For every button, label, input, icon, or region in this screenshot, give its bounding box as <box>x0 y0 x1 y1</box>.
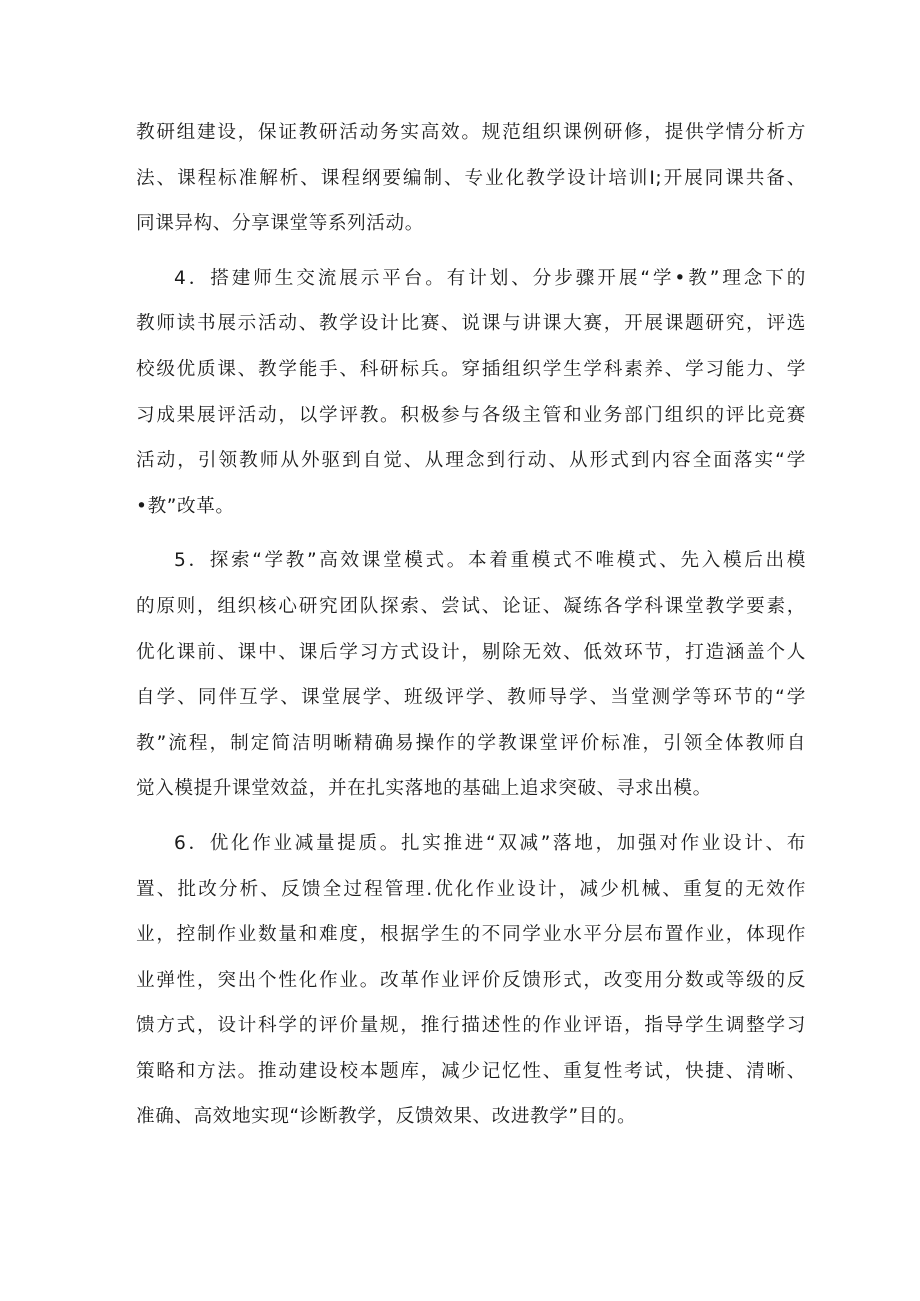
document-body <box>136 110 806 1140</box>
text-line: 馈方式，设计科学的评价量规，推行描述性的作业评语，指导学生调整学习 <box>136 1015 806 1037</box>
text-line: 习成果展评活动，以学评教。积极参与各级主管和业务部门组织的评比竞赛 <box>136 404 806 426</box>
text-line: 同课异构、分享课堂等系列活动。 <box>136 213 424 235</box>
paragraph-item-6 <box>136 821 806 1140</box>
text-line: 4．搭建师生交流展示平台。有计划、分步骤开展“学•教”理念下的 <box>174 267 806 289</box>
text-line: •教”改革。 <box>136 495 235 517</box>
text-line: 准确、高效地实现“诊断教学，反馈效果、改进教学”目的。 <box>136 1106 637 1128</box>
text-line: 置、批改分析、反馈全过程管理.优化作业设计，减少机械、重复的无效作 <box>136 878 806 900</box>
text-line: 的原则，组织核心研究团队探索、尝试、论证、凝练各学科课堂教学要素， <box>136 595 806 617</box>
text-line: 觉入模提升课堂效益，并在扎实落地的基础上追求突破、寻求出模。 <box>136 778 712 800</box>
text-line: 校级优质课、教学能手、科研标兵。穿插组织学生学科素养、学习能力、学 <box>136 358 806 380</box>
text-line: 5．探索“学教”高效课堂模式。本着重模式不唯模式、先入模后出模 <box>174 550 806 572</box>
paragraph-teaching-research <box>136 110 806 247</box>
paragraph-item-4 <box>136 256 806 530</box>
text-line: 策略和方法。推动建设校本题库，减少记忆性、重复性考试，快捷、清晰、 <box>136 1060 806 1082</box>
text-line: 教师读书展示活动、教学设计比赛、说课与讲课大赛，开展课题研究，评选 <box>136 313 806 335</box>
text-line: 业，控制作业数量和难度，根据学生的不同学业水平分层布置作业，体现作 <box>136 924 806 946</box>
text-line: 活动，引领教师从外驱到自觉、从理念到行动、从形式到内容全面落实“学 <box>136 450 806 472</box>
text-line: 优化课前、课中、课后学习方式设计，剔除无效、低效环节，打造涵盖个人 <box>136 641 806 663</box>
text-line: 自学、同伴互学、课堂展学、班级评学、教师导学、当堂测学等环节的“学 <box>136 687 806 709</box>
text-line: 6．优化作业减量提质。扎实推进“双减”落地，加强对作业设计、布 <box>174 832 806 854</box>
paragraph-item-5 <box>136 538 806 812</box>
text-line: 业弹性，突出个性化作业。改革作业评价反馈形式，改变用分数或等级的反 <box>136 969 806 991</box>
text-line: 法、课程标准解析、课程纲要编制、专业化教学设计培训I;开展同课共备、 <box>136 167 806 189</box>
text-line: 教”流程，制定简洁明晰精确易操作的学教课堂评价标准，引领全体教师自 <box>136 732 806 754</box>
text-line: 教研组建设，保证教研活动务实高效。规范组织课例研修，提供学情分析方 <box>136 122 806 143</box>
